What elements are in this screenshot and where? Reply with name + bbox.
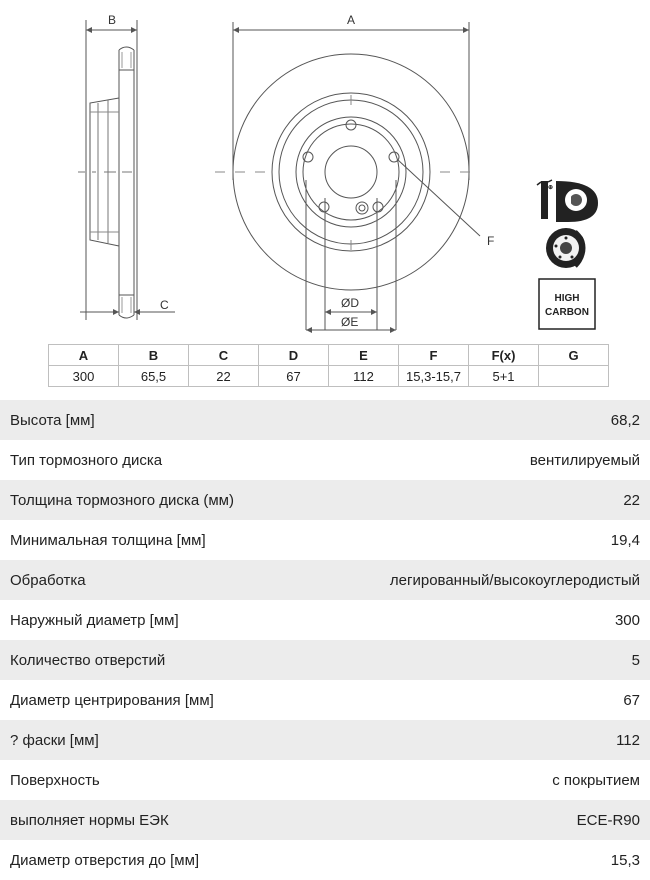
spec-row [0, 480, 650, 520]
spec-row [0, 720, 650, 760]
spec-row [0, 400, 650, 440]
spec-label: ? фаски [мм] [10, 731, 99, 749]
spec-label: Диаметр отверстия до [мм] [10, 851, 200, 869]
dim-value-b: 65,5 [119, 366, 189, 387]
spec-value: 300 [614, 611, 640, 629]
spec-row [0, 800, 650, 840]
spec-label: Количество отверстий [10, 651, 166, 669]
dim-value-f: 15,3-15,7 [399, 366, 469, 387]
badge-line-1: HIGH [554, 293, 580, 304]
badge-line-2: CARBON [545, 307, 589, 318]
spec-row [0, 680, 650, 720]
label-f: F [487, 234, 495, 248]
spec-row [0, 600, 650, 640]
dim-header-e: E [329, 345, 399, 366]
dim-header-b: B [119, 345, 189, 366]
dim-header-g: G [539, 345, 609, 366]
spec-row [0, 840, 650, 880]
label-e: ØE [341, 315, 359, 329]
dim-header-fx: F(x) [469, 345, 539, 366]
ventilated-disc-icon [546, 228, 586, 268]
spec-value: 5 [631, 651, 640, 669]
label-d: ØD [341, 296, 359, 310]
spec-row [0, 560, 650, 600]
dim-header-c: C [189, 345, 259, 366]
spec-label: Минимальная толщина [мм] [10, 531, 206, 549]
spec-label: Обработка [10, 571, 86, 589]
svg-text:⊕: ⊕ [548, 185, 554, 191]
spec-label: выполняет нормы ЕЭК [10, 811, 169, 829]
high-carbon-badge [539, 279, 595, 329]
brake-disc-technical-drawing [0, 0, 650, 395]
dim-header-f: F [399, 345, 469, 366]
dim-header-a: A [49, 345, 119, 366]
spec-row [0, 760, 650, 800]
dimension-table-values [49, 366, 609, 387]
spec-value: 19,4 [610, 531, 640, 549]
label-b: B [107, 13, 117, 27]
dimension-table-header [49, 345, 609, 366]
spec-value: 68,2 [610, 411, 640, 429]
spec-value: легированный/высокоуглеродистый [389, 571, 640, 589]
spec-row [0, 640, 650, 680]
label-a: A [346, 13, 356, 27]
spec-value: вентилируемый [529, 451, 640, 469]
spec-label: Высота [мм] [10, 411, 95, 429]
spec-row [0, 520, 650, 560]
spec-value: ECE-R90 [576, 811, 640, 829]
spec-value: 15,3 [610, 851, 640, 869]
spec-value: с покрытием [552, 771, 640, 789]
dim-value-a: 300 [49, 366, 119, 387]
spec-value: 67 [623, 691, 640, 709]
dim-value-d: 67 [259, 366, 329, 387]
dim-value-g [539, 366, 609, 387]
spec-row [0, 440, 650, 480]
dimension-table [48, 344, 609, 387]
spec-label: Толщина тормозного диска (мм) [10, 491, 234, 509]
spec-label: Тип тормозного диска [10, 451, 163, 469]
spec-value: 22 [623, 491, 640, 509]
spec-label: Наружный диаметр [мм] [10, 611, 179, 629]
spec-label: Диаметр центрирования [мм] [10, 691, 214, 709]
spec-value: 112 [616, 731, 640, 749]
dim-value-e: 112 [329, 366, 399, 387]
dim-value-fx: 5+1 [469, 366, 539, 387]
disc-front-view [215, 22, 480, 330]
dim-value-c: 22 [189, 366, 259, 387]
specifications-list [0, 400, 650, 880]
dim-header-d: D [259, 345, 329, 366]
label-c: C [160, 298, 169, 312]
spec-label: Поверхность [10, 771, 100, 789]
disc-side-profile [78, 20, 175, 320]
brake-pad-wear-icon [537, 180, 598, 222]
